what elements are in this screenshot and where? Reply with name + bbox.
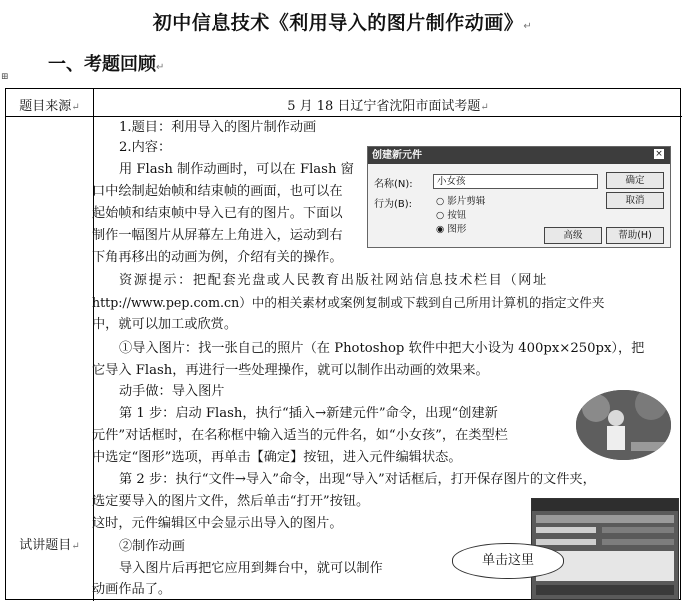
content-line: 动手做：导入图片: [119, 384, 225, 399]
cancel-button: 取消: [606, 192, 664, 209]
content-line: 这时，元件编辑区中会显示出导入的图片。: [92, 516, 343, 531]
radio-button: ○ 按钮: [436, 210, 467, 221]
content-line: ②制作动画: [119, 539, 185, 554]
table-anchor-icon: ⊞: [1, 72, 9, 82]
content-line: 1.题目：利用导入的图片制作动画: [119, 120, 317, 135]
table-divider-horizontal: [6, 116, 682, 117]
content-line: http://www.pep.com.cn）中的相关素材或案例复制或下载到自己所用计算机的指定文件夹: [92, 295, 605, 310]
source-value: 5 月 18 日辽宁省沈阳市面试考题↵: [287, 99, 489, 114]
content-line: 口中绘制起始帧和结束帧的画面，也可以在: [92, 184, 343, 199]
advanced-button: 高级: [544, 227, 602, 244]
create-symbol-dialog: [367, 146, 671, 248]
content-line: 资源提示：把配套光盘或人民教育出版社网站信息技术栏目（网址: [119, 273, 548, 288]
content-line: 导入图片后再把它应用到舞台中，就可以制作: [119, 561, 383, 576]
close-icon: ×: [655, 149, 663, 159]
flash-window-graphic: [532, 499, 678, 599]
name-field: 小女孩: [433, 174, 598, 189]
content-line: 它导入 Flash，再进行一些处理操作，就可以制作出动画的效果来。: [92, 363, 489, 378]
ok-button: 确定: [606, 172, 664, 189]
content-line: 第 2 步：执行“文件→导入”命令，出现“导入”对话框后，打开保存图片的文件夹，: [119, 472, 596, 487]
topic-label: 试讲题目↵: [19, 538, 80, 553]
content-line: 用 Flash 制作动画时，可以在 Flash 窗: [119, 162, 354, 177]
girl-photo-image: [576, 390, 671, 460]
photo-graphic: [576, 390, 671, 460]
content-line: ①导入图片：找一张自己的照片（在 Photoshop 软件中把大小设为 400px×250px），把: [119, 341, 645, 356]
source-label: 题目来源↵: [19, 99, 80, 114]
content-line: 2.内容：: [119, 140, 172, 155]
content-line: 中，就可以加工或欣赏。: [92, 317, 238, 332]
paragraph-mark: ↵: [156, 62, 165, 73]
click-here-callout: 单击这里: [452, 543, 564, 579]
content-line: 起始帧和结束帧中导入已有的图片。下面以: [92, 206, 343, 221]
document-title-text: 初中信息技术《利用导入的图片制作动画》: [152, 12, 524, 34]
help-button: 帮助(H): [606, 227, 664, 244]
document-title: [0, 8, 685, 35]
content-line: 中选定“图形”选项，再单击【确定】按钮，进入元件编辑状态。: [92, 450, 462, 465]
content-line: 选定要导入的图片文件，然后单击“打开”按钮。: [92, 494, 370, 509]
type-label: 行为(B):: [374, 199, 413, 210]
content-line: 下角再移出的动画为例，介绍有关的操作。: [92, 250, 343, 265]
name-label: 名称(N):: [374, 179, 413, 190]
section-heading: [48, 50, 164, 76]
content-line: 动画作品了。: [92, 582, 172, 597]
section-heading-text: 一、考题回顾: [48, 54, 156, 75]
radio-graphic: ◉ 图形: [436, 224, 467, 235]
content-line: 元件”对话框时，在名称框中输入适当的元件名，如“小女孩”，在类型栏: [92, 428, 508, 443]
content-line: 第 1 步：启动 Flash，执行“插入→新建元件”命令，出现“创建新: [119, 406, 498, 421]
radio-movie-clip: ○ 影片剪辑: [436, 196, 486, 207]
content-line: 制作一幅图片从屏幕左上角进入，运动到右: [92, 228, 343, 243]
dialog-title: 创建新元件: [368, 147, 670, 164]
paragraph-mark: ↵: [523, 21, 533, 32]
